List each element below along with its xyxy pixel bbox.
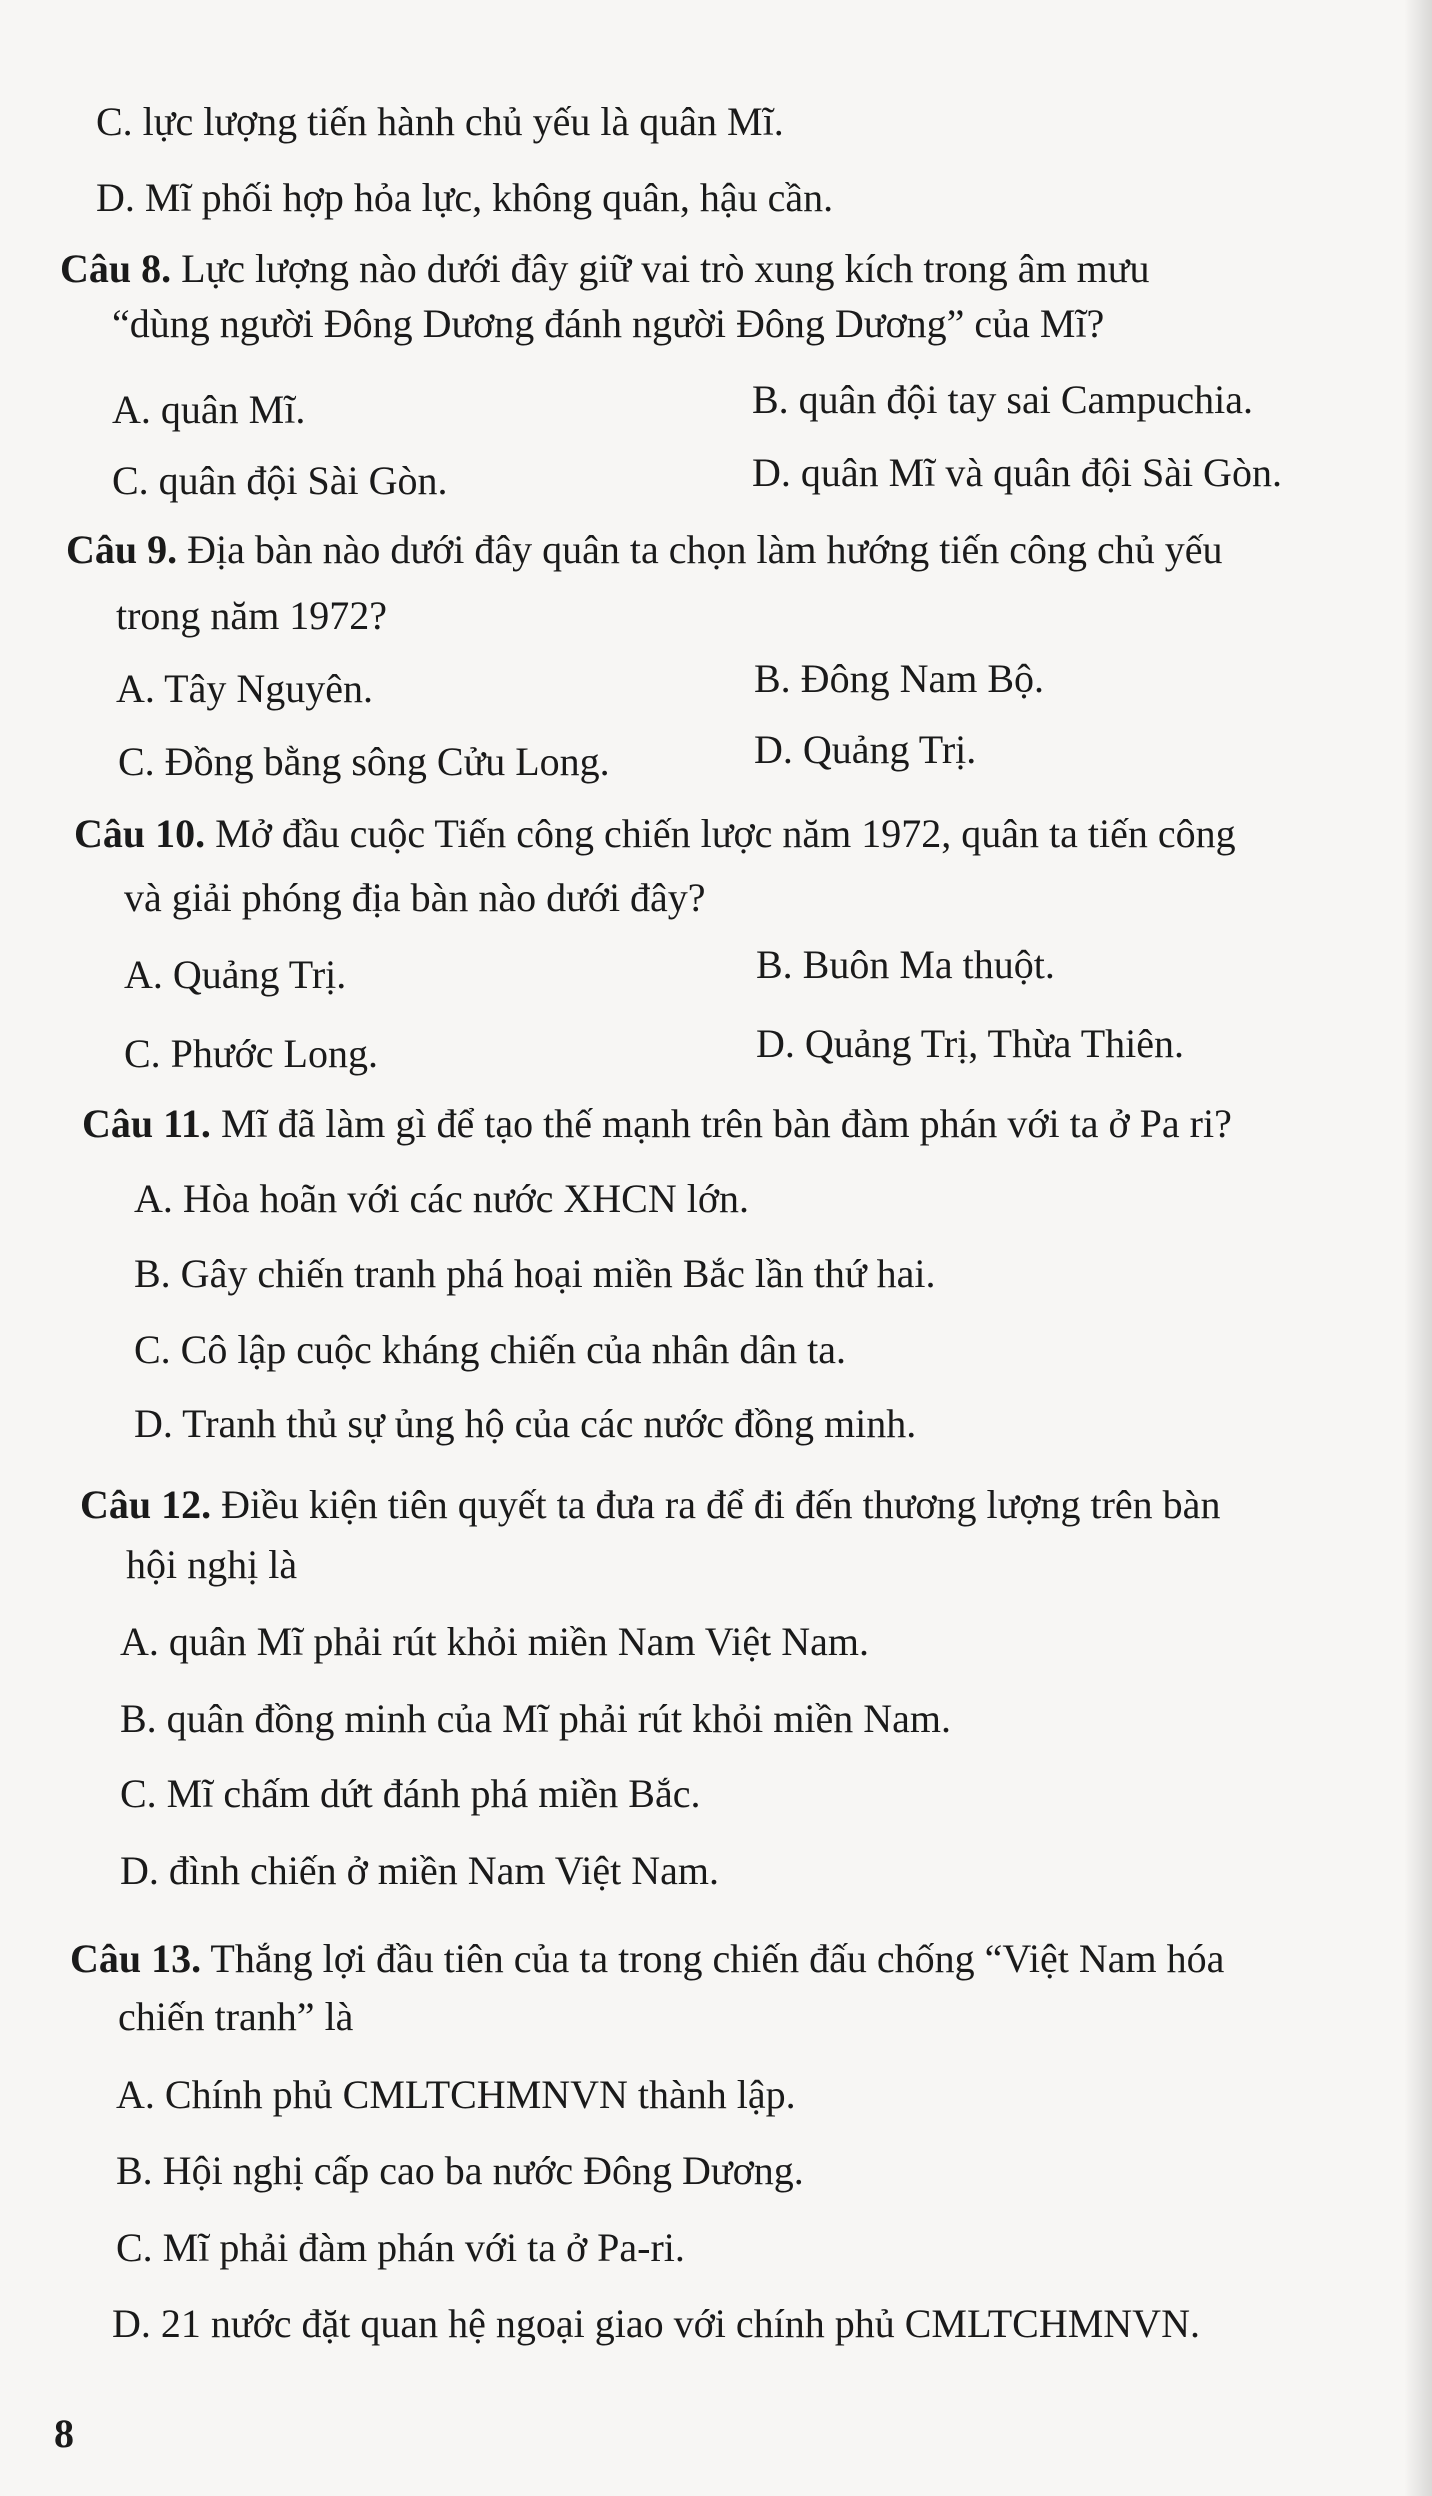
question-13-stem-text-1: Thắng lợi đầu tiên của ta trong chiến đấu chống “Việt Nam hóa xyxy=(201,1936,1225,1981)
question-10-stem-line-1 xyxy=(74,810,1236,858)
question-10-label: Câu 10. xyxy=(74,811,206,856)
question-12-option-b: B. quân đồng minh của Mĩ phải rút khỏi miền Nam. xyxy=(120,1696,951,1741)
question-11-stem-line-1 xyxy=(82,1100,1232,1148)
question-13-label: Câu 13. xyxy=(70,1936,202,1981)
question-8-label: Câu 8. xyxy=(60,246,172,291)
question-11-option-d: D. Tranh thủ sự ủng hộ của các nước đồng minh. xyxy=(134,1401,917,1446)
question-9-stem-line-1 xyxy=(66,526,1223,574)
bleed-through-text xyxy=(560,390,570,434)
question-9-stem-text-1: Địa bàn nào dưới đây quân ta chọn làm hướng tiến công chủ yếu xyxy=(177,527,1223,572)
question-9-stem-line-2: trong năm 1972? xyxy=(116,593,388,638)
question-12-label: Câu 12. xyxy=(80,1482,212,1527)
question-12-option-a: A. quân Mĩ phải rút khỏi miền Nam Việt Nam. xyxy=(120,1619,869,1664)
question-10-option-d: D. Quảng Trị, Thừa Thiên. xyxy=(756,1021,1184,1066)
page-edge-shadow xyxy=(1404,0,1432,2496)
question-10-option-b: B. Buôn Ma thuột. xyxy=(756,942,1055,987)
question-13-option-a: A. Chính phủ CMLTCHMNVN thành lập. xyxy=(116,2072,796,2117)
question-11-option-a: A. Hòa hoãn với các nước XHCN lớn. xyxy=(134,1176,749,1221)
question-12-stem-text-1: Điều kiện tiên quyết ta đưa ra để đi đến thương lượng trên bàn xyxy=(211,1482,1221,1527)
question-11-option-b: B. Gây chiến tranh phá hoại miền Bắc lần thứ hai. xyxy=(134,1251,936,1296)
question-13-stem-line-2: chiến tranh” là xyxy=(118,1994,354,2039)
question-13-option-c: C. Mĩ phải đàm phán với ta ở Pa-ri. xyxy=(116,2225,685,2270)
question-8-stem-line-1 xyxy=(60,245,1149,293)
question-9-label: Câu 9. xyxy=(66,527,178,572)
question-8-option-c: C. quân đội Sài Gòn. xyxy=(112,458,448,503)
question-12-stem-line-1 xyxy=(80,1481,1220,1529)
question-13-option-d: D. 21 nước đặt quan hệ ngoại giao với chính phủ CMLTCHMNVN. xyxy=(112,2301,1200,2346)
question-10-option-a: A. Quảng Trị. xyxy=(124,952,347,997)
question-9-option-d: D. Quảng Trị. xyxy=(754,727,977,772)
question-8-option-b: B. quân đội tay sai Campuchia. xyxy=(752,377,1254,422)
question-11-option-c: C. Cô lập cuộc kháng chiến của nhân dân ta. xyxy=(134,1327,846,1372)
question-12-stem-line-2: hội nghị là xyxy=(126,1542,298,1587)
question-9-option-c: C. Đồng bằng sông Cửu Long. xyxy=(118,739,610,784)
question-10-stem-text-1: Mở đầu cuộc Tiến công chiến lược năm 1972, quân ta tiến công xyxy=(205,811,1236,856)
question-10-stem-line-2: và giải phóng địa bàn nào dưới đây? xyxy=(124,875,706,920)
prev-option-c: C. lực lượng tiến hành chủ yếu là quân Mĩ. xyxy=(96,99,784,144)
question-10-option-c: C. Phước Long. xyxy=(124,1031,378,1076)
question-8-option-d: D. quân Mĩ và quân đội Sài Gòn. xyxy=(752,450,1282,495)
question-8-stem-text-1: Lực lượng nào dưới đây giữ vai trò xung kích trong âm mưu xyxy=(171,246,1150,291)
question-8-stem-line-2: “dùng người Đông Dương đánh người Đông Dương” của Mĩ? xyxy=(112,301,1105,346)
question-12-option-c: C. Mĩ chấm dứt đánh phá miền Bắc. xyxy=(120,1771,701,1816)
prev-option-d: D. Mĩ phối hợp hỏa lực, không quân, hậu cần. xyxy=(96,175,834,220)
question-9-option-a: A. Tây Nguyên. xyxy=(116,666,373,711)
page-number: 8 xyxy=(54,2411,74,2456)
question-11-label: Câu 11. xyxy=(82,1101,211,1146)
question-11-stem-text-1: Mĩ đã làm gì để tạo thế mạnh trên bàn đàm phán với ta ở Pa ri? xyxy=(210,1101,1232,1146)
question-13-option-b: B. Hội nghị cấp cao ba nước Đông Dương. xyxy=(116,2148,804,2193)
question-8-option-a: A. quân Mĩ. xyxy=(112,387,306,432)
question-12-option-d: D. đình chiến ở miền Nam Việt Nam. xyxy=(120,1848,720,1893)
question-9-option-b: B. Đông Nam Bộ. xyxy=(754,656,1044,701)
question-13-stem-line-1 xyxy=(70,1935,1224,1983)
